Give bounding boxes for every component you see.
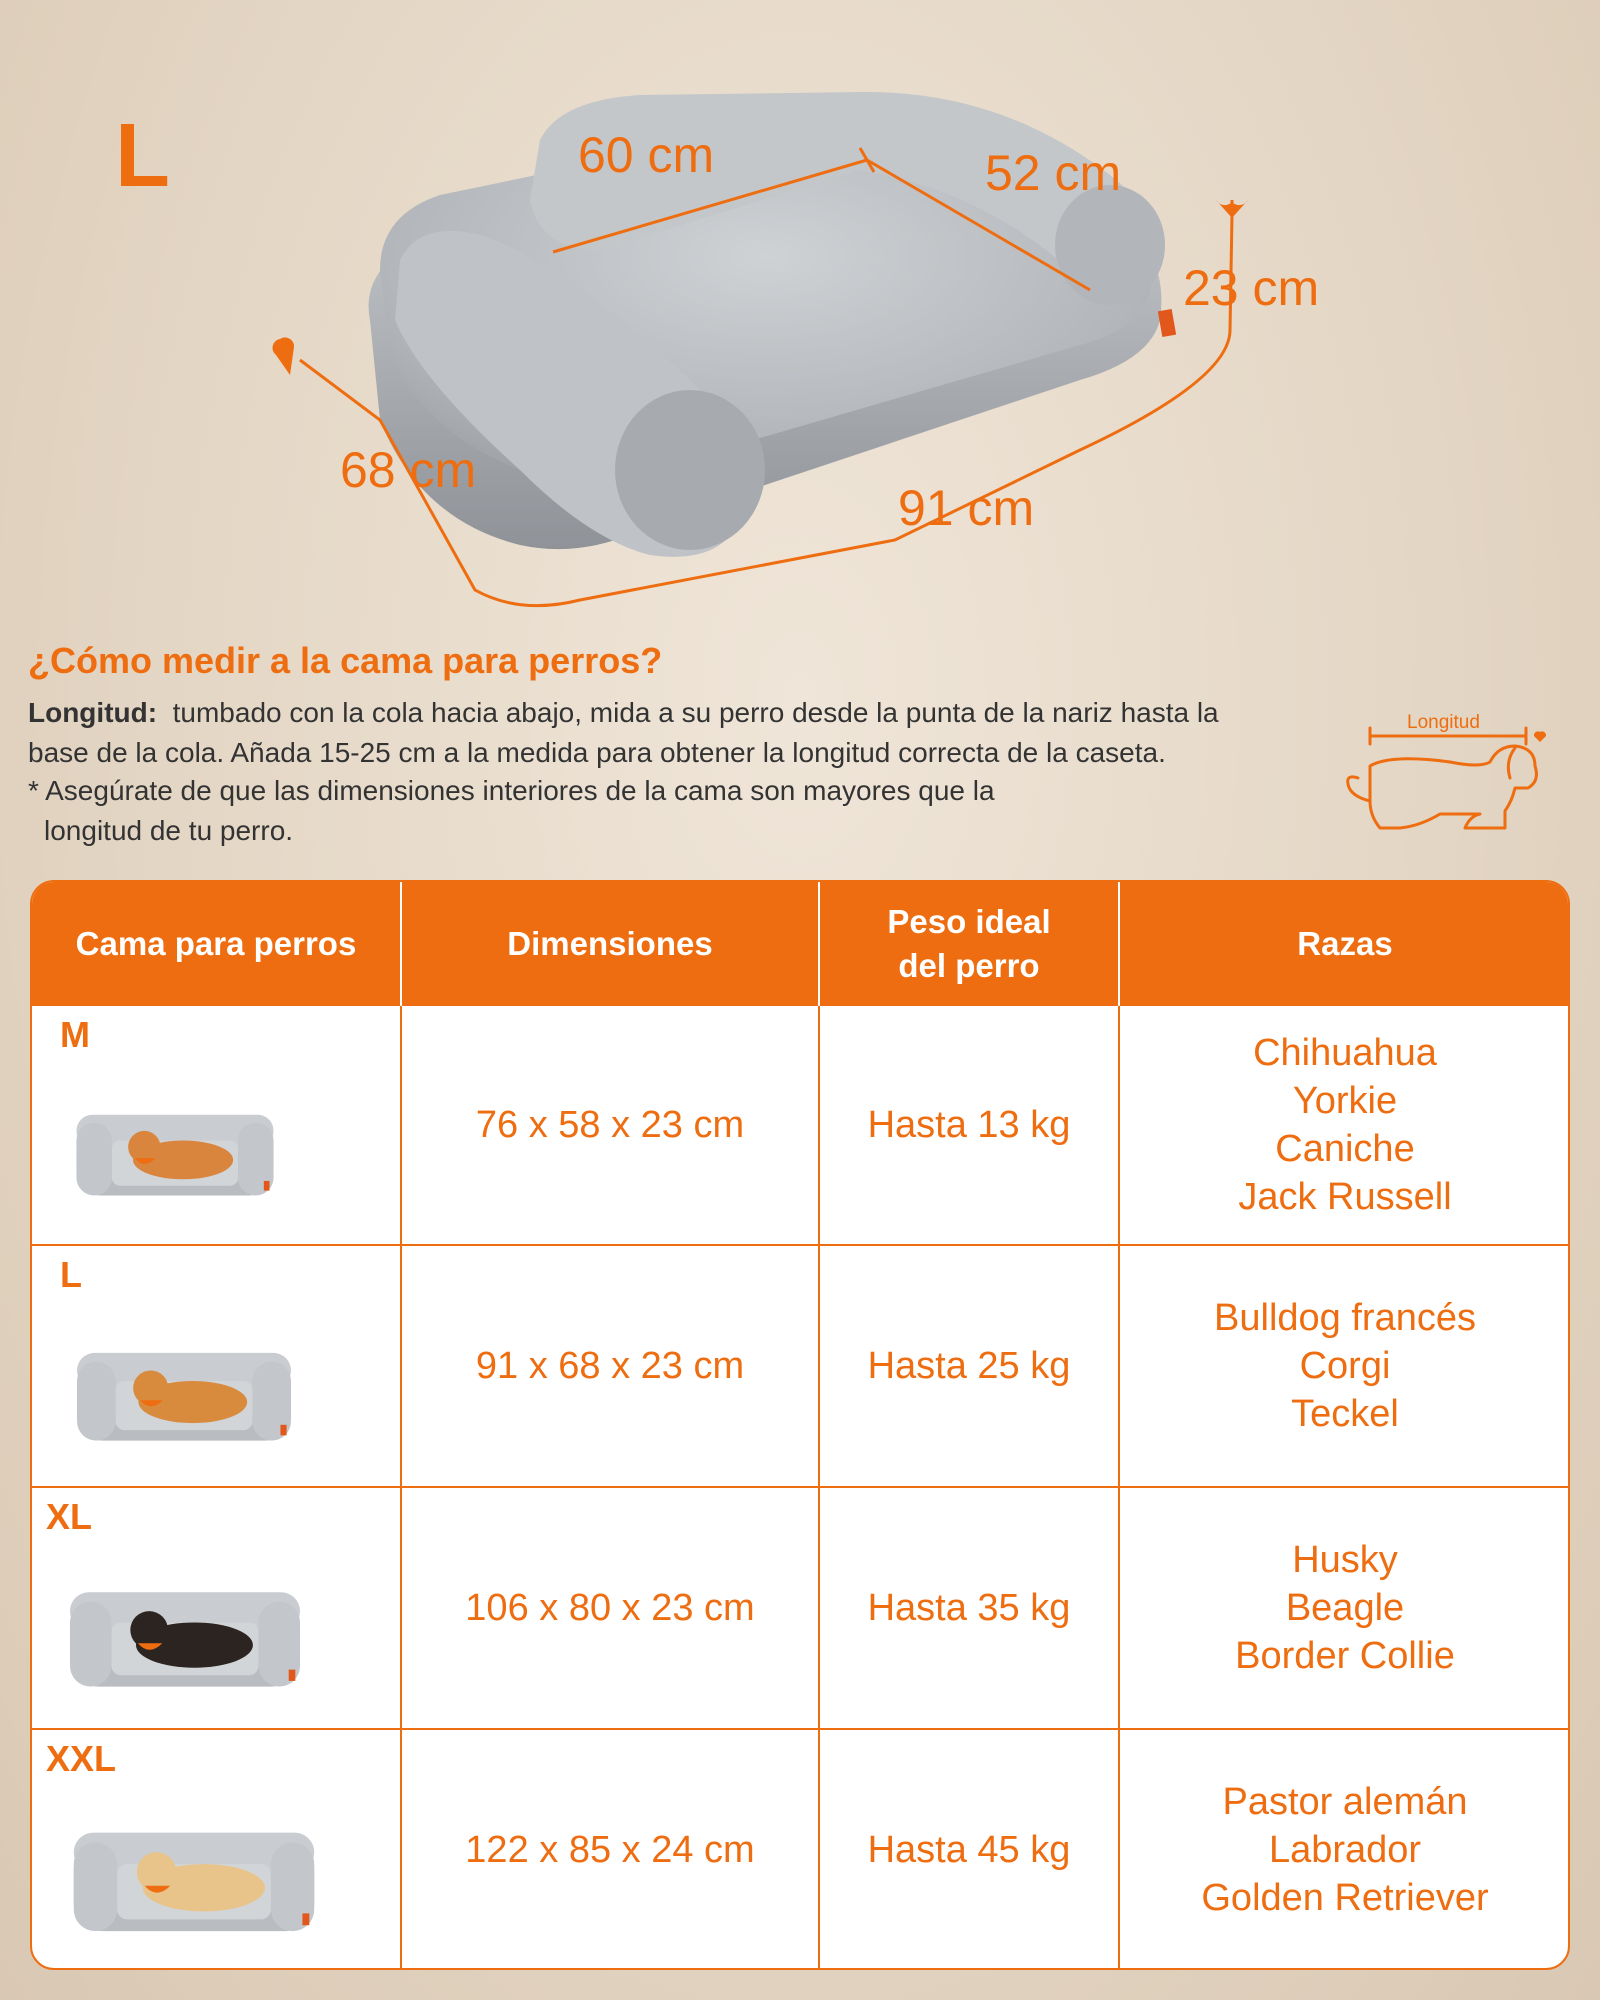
breed-name: Husky (1292, 1539, 1398, 1581)
bed-thumbnail (62, 1803, 326, 1941)
row-size-label: XL (46, 1496, 93, 1537)
table-row (32, 1246, 1568, 1486)
dim-width-front: 91 cm (898, 480, 1035, 536)
dimensions-cell: 106 x 80 x 23 cm (465, 1587, 755, 1629)
breeds-cell (1120, 1730, 1570, 1970)
howto-title: ¿Cómo medir a la cama para perros? (28, 640, 663, 681)
breed-name: Chihuahua (1253, 1032, 1437, 1074)
dimensions-cell: 76 x 58 x 23 cm (475, 1104, 745, 1146)
breeds-cell (1120, 1246, 1570, 1486)
header-dimensions: Dimensiones (507, 925, 713, 962)
row-size-label: L (60, 1254, 82, 1295)
weight-cell: Hasta 35 kg (867, 1587, 1071, 1629)
dim-depth-side: 52 cm (985, 145, 1122, 201)
row-size-label: XXL (46, 1738, 117, 1779)
dimensions-cell: 91 x 68 x 23 cm (475, 1345, 745, 1387)
breed-name: Bulldog francés (1214, 1297, 1476, 1339)
header-breeds: Razas (1297, 925, 1393, 962)
header-weight-line-2: del perro (898, 947, 1040, 984)
breed-name: Border Collie (1235, 1635, 1455, 1677)
table-row (32, 1488, 1568, 1728)
howto-line-2: base de la cola. Añada 15-25 cm a la medida para obtener la longitud correcta de la caseta. (28, 737, 1166, 768)
illustration-length-label: Longitud (1407, 712, 1480, 733)
bed-thumbnail (62, 1564, 308, 1696)
breeds-cell (1120, 1488, 1570, 1728)
weight-cell: Hasta 45 kg (867, 1829, 1071, 1871)
breed-name: Jack Russell (1238, 1176, 1452, 1218)
breeds-cell (1120, 1006, 1570, 1244)
dim-height: 23 cm (1183, 260, 1320, 316)
dim-depth-front: 68 cm (340, 442, 477, 498)
header-divider (818, 882, 820, 1006)
weight-cell: Hasta 13 kg (867, 1104, 1071, 1146)
dimensions-cell: 122 x 85 x 24 cm (465, 1829, 755, 1871)
hero-size-letter: L (115, 106, 170, 206)
header-weight (820, 882, 1118, 1006)
bed-thumbnail (70, 1087, 280, 1207)
breed-name: Pastor alemán (1222, 1781, 1468, 1823)
breed-name: Beagle (1285, 1587, 1405, 1629)
breed-name: Yorkie (1292, 1080, 1398, 1122)
header-divider (400, 882, 402, 1006)
howto-line-1-text: tumbado con la cola hacia abajo, mida a su perro desde la punta de la nariz hasta la (172, 697, 1219, 728)
dim-width-back: 60 cm (578, 127, 715, 183)
breed-name: Golden Retriever (1201, 1877, 1489, 1919)
howto-line-4: longitud de tu perro. (44, 815, 294, 846)
table-row (32, 1730, 1568, 1970)
breed-name: Labrador (1268, 1829, 1422, 1871)
bed-dimension-illustration (0, 0, 1600, 620)
breed-name: Caniche (1275, 1128, 1415, 1170)
howto-line-3: * Asegúrate de que las dimensiones interiores de la cama son mayores que la (28, 775, 995, 806)
bed-thumbnail (70, 1325, 298, 1451)
length-label: Longitud: (28, 697, 158, 728)
hero-section (0, 0, 1600, 620)
table-row (32, 1006, 1568, 1244)
header-divider (1118, 882, 1120, 1006)
howto-line-1 (28, 694, 1219, 732)
breed-name: Corgi (1299, 1345, 1391, 1387)
size-table (30, 880, 1570, 1970)
breed-name: Teckel (1291, 1393, 1399, 1435)
row-size-label: M (60, 1014, 90, 1055)
header-bed: Cama para perros (75, 925, 357, 962)
weight-cell: Hasta 25 kg (867, 1345, 1071, 1387)
header-weight-line-1: Peso ideal (887, 903, 1051, 940)
